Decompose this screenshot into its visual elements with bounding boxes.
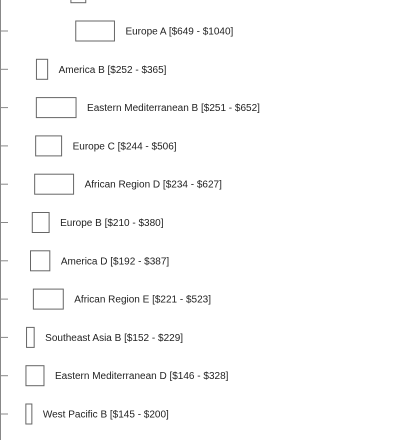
bar-america-b: [36, 59, 47, 79]
bar-label: Eastern Mediterranean D [$146 - $328]: [54, 371, 229, 383]
bar-europe-c: [36, 136, 62, 156]
bar-eastern-mediterranean-b: [36, 98, 76, 118]
bar-label: West Pacific B [$145 - $200]: [42, 409, 169, 421]
bar-west-pacific-b: [26, 404, 32, 424]
bar-label: African Region D [$234 - $627]: [84, 179, 222, 191]
bar-label: Europe C [$244 - $506]: [72, 141, 177, 153]
bar-label: America B [$252 - $365]: [58, 64, 167, 76]
bar-europe-a: [76, 21, 115, 41]
bar-partial-top: [71, 0, 86, 3]
bar-southeast-asia-b: [27, 327, 35, 347]
bar-label: Europe B [$210 - $380]: [60, 218, 164, 229]
bar-label: Eastern Mediterranean B [$251 - $652]: [87, 103, 260, 115]
bar-label: America D [$192 - $387]: [60, 256, 170, 268]
bar-label: African Region E [$221 - $523]: [74, 294, 212, 306]
bar-europe-b: [32, 213, 49, 233]
bar-eastern-mediterranean-d: [26, 366, 44, 386]
bar-african-region-d: [35, 174, 74, 194]
bar-label: Europe A [$649 - $1040]: [125, 26, 234, 38]
bar-label: Southeast Asia B [$152 - $229]: [45, 332, 184, 344]
bar-african-region-e: [33, 289, 63, 309]
bar-america-d: [31, 251, 50, 271]
